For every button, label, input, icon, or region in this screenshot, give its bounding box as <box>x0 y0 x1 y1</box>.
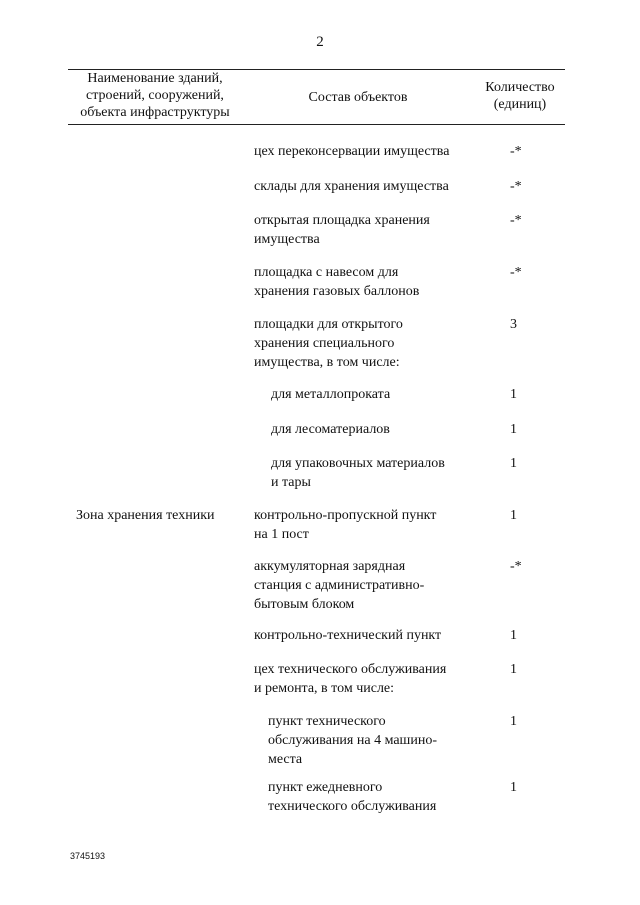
object-line: имущества, в том числе: <box>254 355 400 370</box>
table-header-rule <box>68 124 565 125</box>
table-row <box>271 420 390 439</box>
object-line: для упаковочных материалов <box>271 456 445 471</box>
object-line: аккумуляторная зарядная <box>254 559 406 574</box>
table-row <box>254 211 430 249</box>
object-line: и тары <box>271 475 311 490</box>
header-building-name <box>70 70 240 121</box>
object-line: хранения газовых баллонов <box>254 284 420 299</box>
table-row <box>271 454 445 492</box>
object-line: имущества <box>254 232 320 247</box>
object-line: контрольно-пропускной пункт <box>254 508 437 523</box>
quantity-cell: 1 <box>510 780 517 795</box>
object-line: на 1 пост <box>254 527 309 542</box>
quantity-cell: -* <box>510 213 522 228</box>
table-row <box>254 263 419 301</box>
object-line: пункт технического <box>268 714 386 729</box>
object-line: контрольно-технический пункт <box>254 628 442 643</box>
object-line: склады для хранения имущества <box>254 179 449 194</box>
document-number: 3745193 <box>70 851 106 861</box>
table-row <box>254 660 446 698</box>
table-row <box>254 315 403 372</box>
object-line: цех технического обслуживания <box>254 662 447 677</box>
quantity-cell: -* <box>510 559 522 574</box>
header-building-name-line: объекта инфраструктуры <box>80 105 230 120</box>
object-line: обслуживания на 4 машино- <box>268 733 437 748</box>
object-line: площадки для открытого <box>254 317 403 332</box>
object-line: цех переконсервации имущества <box>254 144 450 159</box>
table-row <box>268 778 436 816</box>
table-row <box>254 177 449 196</box>
quantity-cell: 3 <box>510 317 517 332</box>
quantity-cell: 1 <box>510 508 517 523</box>
quantity-cell: 1 <box>510 714 517 729</box>
header-quantity-line: (единиц) <box>493 97 547 112</box>
page-number: 2 <box>316 34 324 50</box>
header-composition: Состав объектов <box>308 90 408 105</box>
zone-label: Зона хранения техники <box>76 508 215 523</box>
quantity-cell: -* <box>510 144 522 159</box>
table-row <box>268 712 437 769</box>
object-line: технического обслуживания <box>268 799 437 814</box>
quantity-cell: 1 <box>510 628 517 643</box>
object-line: площадка с навесом для <box>254 265 399 280</box>
header-quantity-line: Количество <box>485 80 555 95</box>
header-building-name-line: Наименование зданий, <box>87 71 223 86</box>
table-row <box>254 506 436 544</box>
object-line: хранения специального <box>254 336 395 351</box>
header-building-name-line: строений, сооружений, <box>86 88 224 103</box>
quantity-cell: 1 <box>510 662 517 677</box>
object-line: бытовым блоком <box>254 597 355 612</box>
table-row <box>254 557 424 614</box>
object-line: для металлопроката <box>271 387 391 402</box>
object-line: открытая площадка хранения <box>254 213 430 228</box>
quantity-cell: -* <box>510 179 522 194</box>
quantity-cell: 1 <box>510 456 517 471</box>
table-row <box>254 626 441 645</box>
header-quantity <box>475 79 565 113</box>
quantity-cell: 1 <box>510 387 517 402</box>
object-line: для лесоматериалов <box>271 422 390 437</box>
table-row <box>271 385 390 404</box>
object-line: места <box>268 752 303 767</box>
object-line: пункт ежедневного <box>268 780 383 795</box>
object-line: и ремонта, в том числе: <box>254 681 395 696</box>
object-line: станция с административно- <box>254 578 425 593</box>
quantity-cell: -* <box>510 265 522 280</box>
table-row <box>254 142 449 161</box>
quantity-cell: 1 <box>510 422 517 437</box>
